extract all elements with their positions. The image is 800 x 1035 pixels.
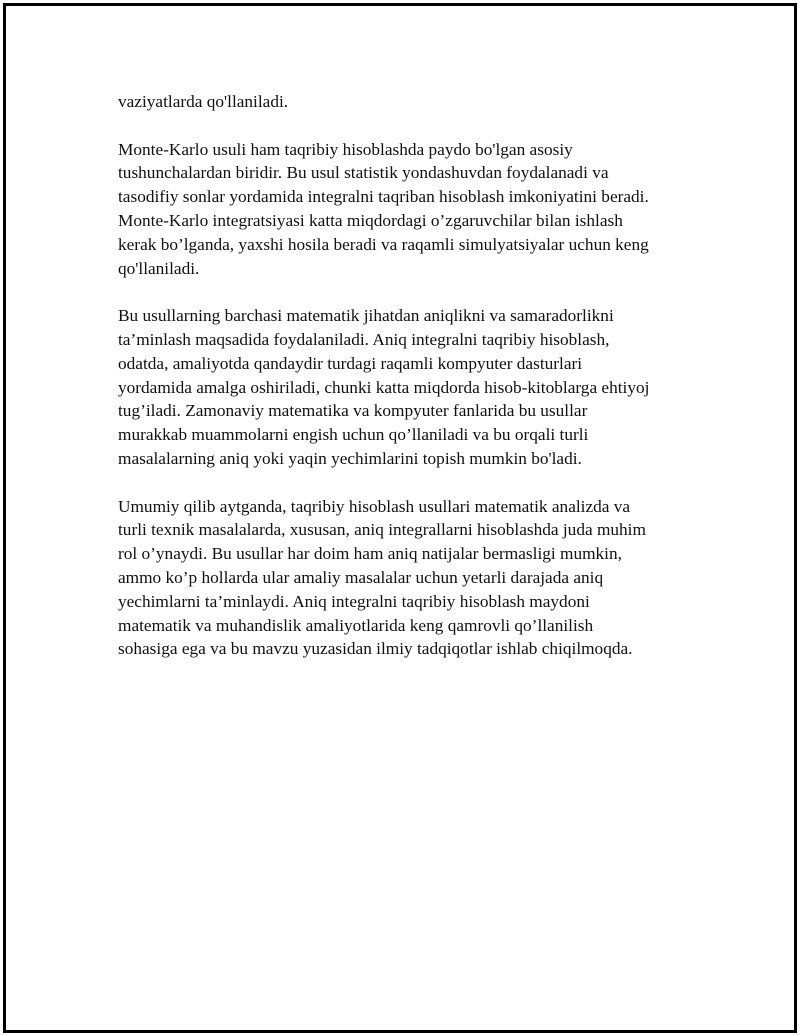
text-line: Umumiy qilib aytganda, taqribiy hisoblash usullari matematik analizda va: [118, 496, 631, 516]
text-line: tushunchalardan biridir. Bu usul statistik yondashuvdan foydalanadi va: [118, 163, 609, 183]
text-line: rol o’ynaydi. Bu usullar har doim ham aniq natijalar bermasligi mumkin,: [118, 544, 622, 564]
text-line: kerak bo’lganda, yaxshi hosila beradi va raqamli simulyatsiyalar uchun keng: [118, 234, 649, 254]
text-line: tasodifiy sonlar yordamida integralni taqriban hisoblash imkoniyatini beradi.: [118, 187, 649, 207]
text-line: turli texnik masalalarda, xususan, aniq integrallarni hisoblashda juda muhim: [118, 520, 646, 540]
text-line: yordamida amalga oshiriladi, chunki katta miqdorda hisob-kitoblarga ehtiyoj: [118, 377, 650, 397]
text-line: Bu usullarning barchasi matematik jihatdan aniqlikni va samaradorlikni: [118, 306, 614, 326]
text-line: ammo ko’p hollarda ular amaliy masalalar uchun yetarli darajada aniq: [118, 567, 604, 587]
paragraph: [118, 304, 698, 471]
text-line: sohasiga ega va bu mavzu yuzasidan ilmiy tadqiqotlar ishlab chiqilmoqda.: [118, 639, 633, 659]
paragraph: [118, 495, 698, 662]
text-line: Monte-Karlo usuli ham taqribiy hisoblashda paydo bo'lgan asosiy: [118, 139, 573, 159]
text-line: matematik va muhandislik amaliyotlarida keng qamrovli qo’llanilish: [118, 615, 594, 635]
text-line: masalalarning aniq yoki yaqin yechimlarini topish mumkin bo'ladi.: [118, 448, 582, 468]
text-line: Monte-Karlo integratsiyasi katta miqdordagi o’zgaruvchilar bilan ishlash: [118, 210, 623, 230]
paragraph: [118, 90, 698, 114]
text-line: vaziyatlarda qo'llaniladi.: [118, 92, 289, 111]
paragraph: [118, 138, 698, 281]
text-line: tug’iladi. Zamonaviy matematika va kompyuter fanlarida bu usullar: [118, 401, 588, 421]
text-line: ta’minlash maqsadida foydalaniladi. Aniq integralni taqribiy hisoblash,: [118, 329, 610, 349]
text-line: qo'llaniladi.: [118, 258, 200, 278]
text-line: murakkab muammolarni engish uchun qo’llaniladi va bu orqali turli: [118, 425, 589, 445]
text-line: yechimlarni ta’minlaydi. Aniq integralni taqribiy hisoblash maydoni: [118, 591, 590, 611]
document-body: [118, 90, 698, 685]
text-line: odatda, amaliyotda qandaydir turdagi raqamli kompyuter dasturlari: [118, 353, 583, 373]
